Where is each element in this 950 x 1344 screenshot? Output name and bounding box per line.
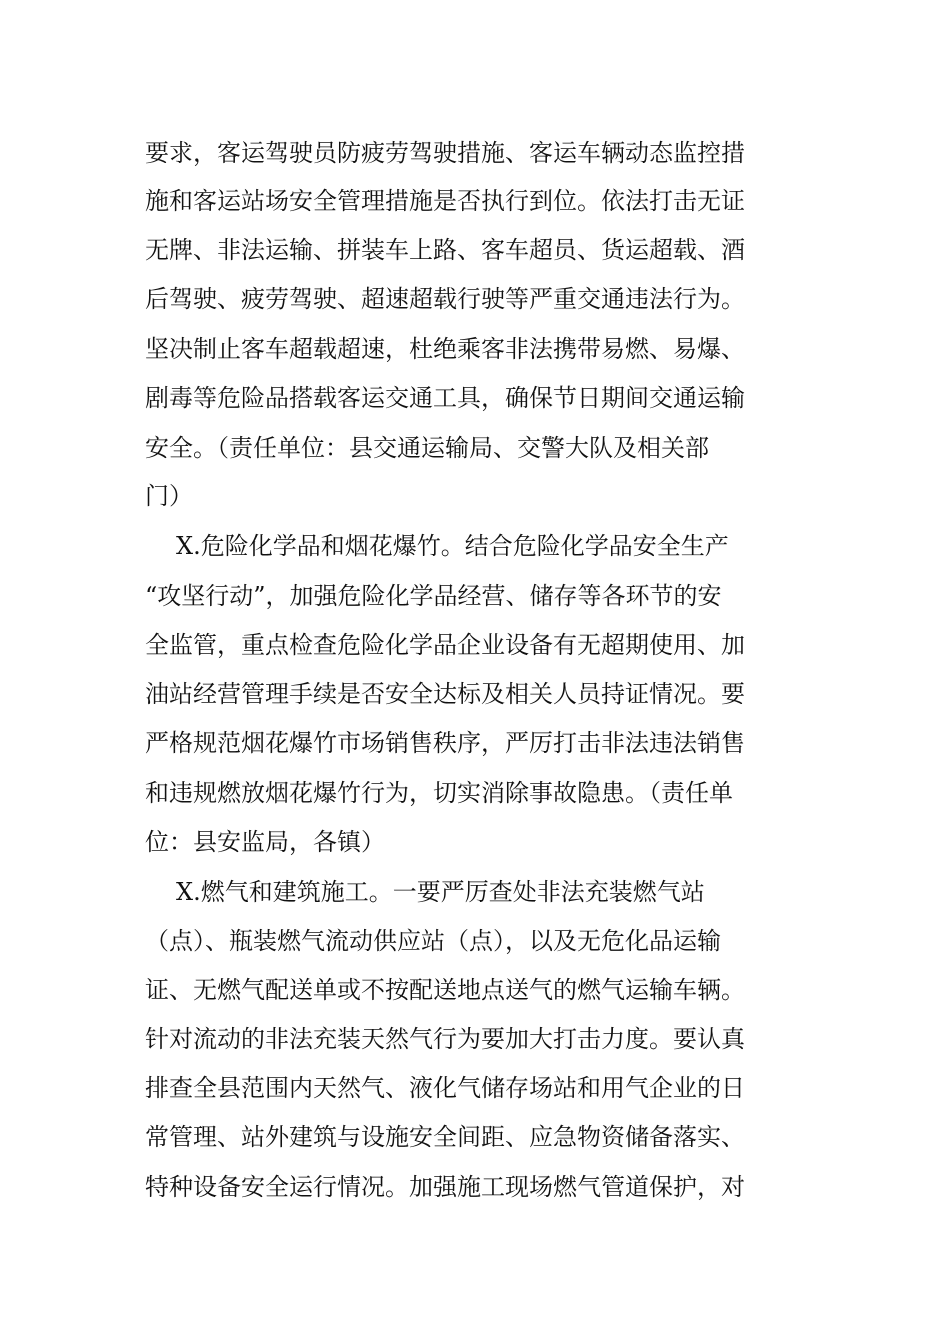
text-line: 施和客运站场安全管理措施是否执行到位。依法打击无证 (145, 187, 745, 215)
text-line: 常管理、站外建筑与设施安全间距、应急物资储备落实、 (145, 1123, 745, 1151)
text-line: 特种设备安全运行情况。加强施工现场燃气管道保护，对 (145, 1173, 745, 1201)
text-line: 油站经营管理手续是否安全达标及相关人员持证情况。要 (145, 680, 745, 708)
text-line: 针对流动的非法充装天然气行为要加大打击力度。要认真 (145, 1025, 745, 1053)
text-line: 位：县安监局，各镇） (145, 828, 385, 856)
text-line: 安全。（责任单位：县交通运输局、交警大队及相关部 (145, 434, 709, 462)
text-line: 严格规范烟花爆竹市场销售秩序，严厉打击非法违法销售 (145, 729, 745, 757)
text-line: 全监管，重点检查危险化学品企业设备有无超期使用、加 (145, 631, 745, 659)
text-line: 要求，客运驾驶员防疲劳驾驶措施、客运车辆动态监控措 (145, 139, 745, 167)
text-line: 排查全县范围内天然气、液化气储存场站和用气企业的日 (145, 1074, 745, 1102)
text-line: 后驾驶、疲劳驾驶、超速超载行驶等严重交通违法行为。 (145, 285, 745, 313)
text-line: 证、无燃气配送单或不按配送地点送气的燃气运输车辆。 (145, 976, 745, 1004)
text-line: 剧毒等危险品搭载客运交通工具，确保节日期间交通运输 (145, 384, 745, 412)
text-line: 坚决制止客车超载超速，杜绝乘客非法携带易燃、易爆、 (145, 335, 745, 363)
text-line: （点）、瓶装燃气流动供应站（点），以及无危化品运输 (145, 927, 721, 955)
section-heading-line: X.危险化学品和烟花爆竹。结合危险化学品安全生产 (176, 532, 729, 560)
section-heading-line: X.燃气和建筑施工。一要严厉查处非法充装燃气站 (176, 878, 705, 906)
text-line: 门） (145, 482, 193, 510)
text-line: 和违规燃放烟花爆竹行为，切实消除事故隐患。（责任单 (145, 779, 733, 807)
text-line: 无牌、非法运输、拼装车上路、客车超员、货运超载、酒 (145, 236, 745, 264)
text-line: “攻坚行动”，加强危险化学品经营、储存等各环节的安 (145, 582, 722, 610)
